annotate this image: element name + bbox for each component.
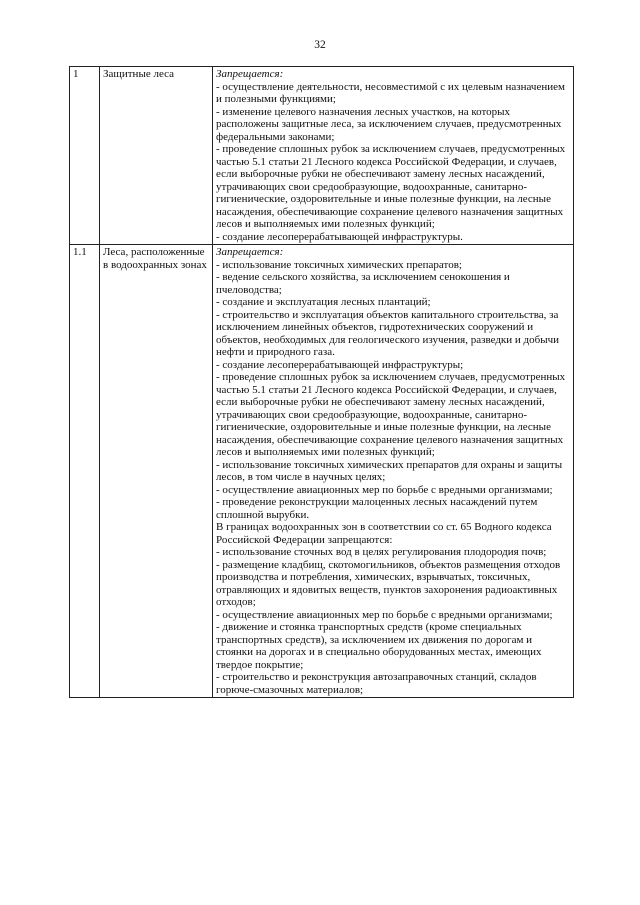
- restriction-item: - проведение сплошных рубок за исключением случаев, предусмотренных частью 5.1 статьи 21 Лесного кодекса Российской Федерации, и случаев, если выборочные рубки не обеспечивают замену лесных насаждений, утрачивающих свои средообразующие, водоохранные, санитарно-гигиенические, оздоровительные и иные полезные функции, на лесные насаждения, обеспечивающие сохранение целевого назначения защитных лесов и выполняемых ими полезных функций;: [216, 143, 566, 230]
- restriction-item: - создание лесоперерабатывающей инфраструктуры;: [216, 358, 464, 371]
- restriction-item: - осуществление деятельности, несовместимой с их целевым назначением и полезными функциями;: [216, 80, 565, 105]
- restriction-item: - использование токсичных химических препаратов для охраны и защиты лесов, в том числе в научных целях;: [216, 458, 563, 483]
- restriction-item: - осуществление авиационных мер по борьбе с вредными организмами;: [216, 608, 553, 621]
- restriction-item: - размещение кладбищ, скотомогильников, объектов размещения отходов производства и потребления, химических, взрывчатых, токсичных, отравляющих и ядовитых веществ, пунктов захоронения радиоактивных отходов;: [216, 558, 561, 608]
- restriction-item: - использование токсичных химических препаратов;: [216, 258, 462, 271]
- restrictions-cell: [213, 245, 574, 698]
- restrictions-cell: [213, 67, 574, 245]
- forest-category-name: Защитные леса: [100, 67, 213, 245]
- page-number: 32: [314, 39, 326, 51]
- regulations-table: [69, 66, 574, 698]
- restriction-item: - движение и стоянка транспортных средств (кроме специальных транспортных средств), за исключением их движения по дорогам и стоянки на дорогах и в специально оборудованных местах, имеющих твердое покрытие;: [216, 621, 542, 671]
- table-row: [70, 245, 574, 698]
- restriction-item: - создание лесоперерабатывающей инфраструктуры.: [216, 230, 463, 243]
- restriction-item: - ведение сельского хозяйства, за исключением сенокошения и пчеловодства;: [216, 271, 510, 296]
- forest-category-name: Леса, расположенные в водоохранных зонах: [100, 245, 213, 698]
- restriction-item: - создание и эксплуатация лесных плантаций;: [216, 296, 431, 308]
- row-number: 1: [70, 67, 100, 245]
- restriction-item: - осуществление авиационных мер по борьбе с вредными организмами;: [216, 483, 553, 496]
- restriction-item: В границах водоохранных зон в соответствии со ст. 65 Водного кодекса Российской Федерации запрещаются:: [216, 521, 552, 546]
- table-row: [70, 67, 574, 245]
- restriction-item: - проведение сплошных рубок за исключением случаев, предусмотренных частью 5.1 статьи 21 Лесного кодекса Российской Федерации, и случаев, если выборочные рубки не обеспечивают замену лесных насаждений, утрачивающих свои средообразующие, водоохранные, санитарно-гигиенические, оздоровительные и иные полезные функции, на лесные насаждения, обеспечивающие сохранение целевого назначения защитных лесов и выполняемых ими полезных функций;: [216, 371, 566, 458]
- restriction-item: - проведение реконструкции малоценных лесных насаждений путем сплошной вырубки.: [216, 496, 538, 521]
- restriction-item: - строительство и реконструкция автозаправочных станций, складов горюче-смазочных материалов;: [216, 671, 537, 696]
- restriction-item: - строительство и эксплуатация объектов капитального строительства, за исключением линейных объектов, гидротехнических сооружений и объектов, необходимых для геологического изучения, разведки и добычи нефти и природного газа.: [216, 308, 560, 358]
- restrictions-heading: Запрещается:: [216, 246, 284, 258]
- restriction-item: - использование сточных вод в целях регулирования плодородия почв;: [216, 546, 547, 558]
- restrictions-heading: Запрещается:: [216, 68, 284, 80]
- restriction-item: - изменение целевого назначения лесных участков, на которых расположены защитные леса, за исключением случаев, предусмотренных федеральными законами;: [216, 105, 562, 143]
- row-number: 1.1: [70, 245, 100, 698]
